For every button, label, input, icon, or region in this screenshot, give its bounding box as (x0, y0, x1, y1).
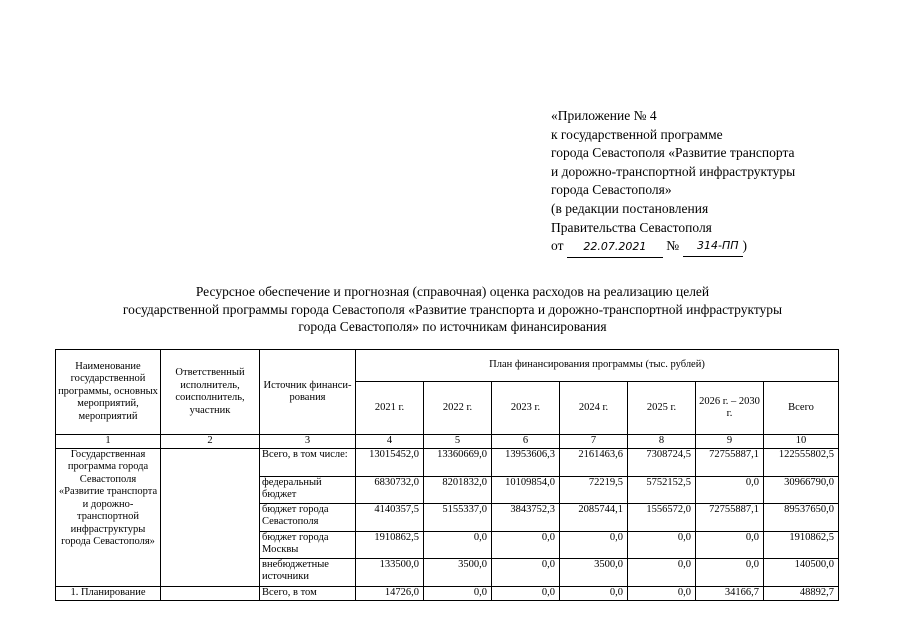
value-cell: 48892,7 (764, 586, 839, 600)
col-index: 9 (696, 435, 764, 449)
source-cell: бюджет города Москвы (260, 531, 356, 558)
value-cell: 8201832,0 (424, 476, 492, 503)
source-cell: Всего, в том (260, 586, 356, 600)
col-index: 10 (764, 435, 839, 449)
value-cell: 0,0 (628, 531, 696, 558)
col-index: 1 (56, 435, 161, 449)
appendix-line: «Приложение № 4 (551, 108, 657, 123)
value-cell: 5752152,5 (628, 476, 696, 503)
value-cell: 3500,0 (424, 558, 492, 586)
appendix-block (551, 107, 795, 258)
value-cell: 5155337,0 (424, 503, 492, 531)
header-executor: Ответственный исполнитель, соисполнитель, участник (161, 350, 260, 435)
value-cell: 0,0 (628, 558, 696, 586)
document-title (0, 283, 905, 336)
value-cell: 3500,0 (560, 558, 628, 586)
value-cell: 72755887,1 (696, 503, 764, 531)
header-year: 2022 г. (424, 382, 492, 435)
value-cell: 89537650,0 (764, 503, 839, 531)
col-index: 3 (260, 435, 356, 449)
col-index: 2 (161, 435, 260, 449)
value-cell: 13953606,3 (492, 448, 560, 476)
value-cell: 1910862,5 (764, 531, 839, 558)
table-row (56, 448, 839, 476)
value-cell: 133500,0 (356, 558, 424, 586)
appendix-line: (в редакции постановления (551, 200, 709, 216)
appendix-line: к государственной программе (551, 126, 723, 142)
table-row (56, 586, 839, 600)
value-cell: 0,0 (492, 531, 560, 558)
resolution-date-line (551, 237, 795, 258)
source-cell: бюджет города Севастополя (260, 503, 356, 531)
value-cell: 0,0 (560, 531, 628, 558)
appendix-line: Правительства Севастополя (551, 219, 712, 235)
value-cell: 0,0 (696, 476, 764, 503)
number-prefix: № (666, 238, 680, 254)
value-cell: 10109854,0 (492, 476, 560, 503)
header-year: 2023 г. (492, 382, 560, 435)
title-line: города Севастополя» по источникам финансирования (298, 319, 607, 334)
value-cell: 0,0 (424, 586, 492, 600)
activity-name-cell: 1. Планирование (56, 586, 161, 600)
value-cell: 0,0 (424, 531, 492, 558)
value-cell: 1556572,0 (628, 503, 696, 531)
title-line: Ресурсное обеспечение и прогнозная (справочная) оценка расходов на реализацию целей (195, 284, 710, 299)
value-cell: 72219,5 (560, 476, 628, 503)
col-index: 4 (356, 435, 424, 449)
executor-cell (161, 586, 260, 600)
value-cell: 2085744,1 (560, 503, 628, 531)
value-cell: 13015452,0 (356, 448, 424, 476)
date-prefix: от (551, 238, 564, 254)
program-name-cell: Государственная программа города Севастополя «Развитие транспорта и дорожно-транспортной инфраструктуры города Севастополя» (56, 448, 161, 586)
value-cell: 2161463,6 (560, 448, 628, 476)
value-cell: 0,0 (492, 586, 560, 600)
appendix-line: города Севастополя» (551, 182, 672, 198)
header-name: Наименование государственной программы, основных мероприятий, мероприятий (56, 350, 161, 435)
source-cell: Всего, в том числе: (260, 448, 356, 476)
financing-table (55, 349, 839, 601)
col-index: 5 (424, 435, 492, 449)
title-line: государственной программы города Севастополя «Развитие транспорта и дорожно-транспортной инфраструктуры (122, 301, 783, 317)
col-index: 6 (492, 435, 560, 449)
header-year: 2024 г. (560, 382, 628, 435)
value-cell: 0,0 (560, 586, 628, 600)
value-cell: 4140357,5 (356, 503, 424, 531)
value-cell: 14726,0 (356, 586, 424, 600)
value-cell: 3843752,3 (492, 503, 560, 531)
value-cell: 1910862,5 (356, 531, 424, 558)
value-cell: 13360669,0 (424, 448, 492, 476)
value-cell: 72755887,1 (696, 448, 764, 476)
executor-cell (161, 448, 260, 586)
header-total: Всего (764, 382, 839, 435)
value-cell: 0,0 (628, 586, 696, 600)
closing-paren: ) (742, 238, 747, 254)
header-year: 2026 г. – 2030 г. (696, 382, 764, 435)
header-year: 2025 г. (628, 382, 696, 435)
appendix-line: и дорожно-транспортной инфраструктуры (551, 163, 796, 179)
handwritten-date: 22.07.2021 (567, 238, 663, 258)
value-cell: 30966790,0 (764, 476, 839, 503)
value-cell: 0,0 (696, 558, 764, 586)
value-cell: 140500,0 (764, 558, 839, 586)
source-cell: федеральный бюджет (260, 476, 356, 503)
appendix-line: города Севастополя «Развитие транспорта (551, 145, 795, 161)
header-plan: План финансирования программы (тыс. рублей) (356, 350, 839, 382)
value-cell: 7308724,5 (628, 448, 696, 476)
header-year: 2021 г. (356, 382, 424, 435)
header-source: Источник финанси-рования (260, 350, 356, 435)
col-index: 8 (628, 435, 696, 449)
value-cell: 0,0 (492, 558, 560, 586)
handwritten-number: 314-ПП (683, 237, 743, 257)
column-index-row (56, 435, 839, 449)
value-cell: 122555802,5 (764, 448, 839, 476)
value-cell: 0,0 (696, 531, 764, 558)
value-cell: 34166,7 (696, 586, 764, 600)
col-index: 7 (560, 435, 628, 449)
source-cell: внебюджетные источники (260, 558, 356, 586)
value-cell: 6830732,0 (356, 476, 424, 503)
